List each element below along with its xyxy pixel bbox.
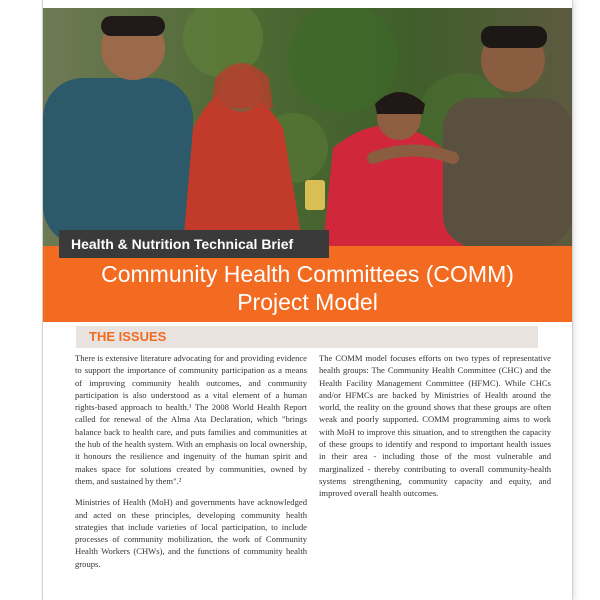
page-title-line-2: Project Model — [237, 289, 378, 315]
left-paragraph-1: There is extensive literature advocating for and providing evidence to support the importance of community participation as a means of improving community health outcomes, and community participation is also understood as a vital element of a human rights-based approach to health.¹ The 2008 World Health Report called for renewal of the Alma Ata Declaration, which "brings balance back to health care, and puts families and communities at the hub of the health system. With an emphasis on local ownership, it honours the resilience and ingenuity of the human spirit and makes space for solutions created by communities, owned by them, and sustained by them".² — [75, 353, 307, 486]
right-paragraph-1: The COMM model focuses efforts on two types of representative health groups: The Community Health Committee (CHC) and the Health Facility Management Committee (HFMC). While CHCs and/or HFMCs are backed by Ministries of Health around the world, the reality on the ground shows that these groups are often weak and poorly supported. COMM programming aims to work with MoH to improve this situation, and to strengthen the capacity of these groups to identify and respond to important health issues in their area - including those of the most vulnerable and marginalized - thereby contributing to overall community-health systems strengthening, community capacity and equity, and improved overall health outcomes. — [319, 353, 551, 499]
right-column — [319, 352, 551, 509]
brief-page — [43, 0, 572, 600]
page-title — [43, 260, 572, 316]
section-heading: THE ISSUES — [89, 329, 167, 344]
cover-photo — [43, 8, 572, 246]
left-paragraph-2: Ministries of Health (MoH) and governments have acknowledged and acted on these principles, developing community health strategies that include varieties of local participation, to include processes of community mobilization, the work of Community Health Workers (CHWs), and the functions of community health groups. — [75, 497, 307, 569]
page-title-line-1: Community Health Committees (COMM) — [101, 261, 514, 287]
left-column — [75, 352, 307, 579]
brief-label: Health & Nutrition Technical Brief — [59, 230, 329, 258]
